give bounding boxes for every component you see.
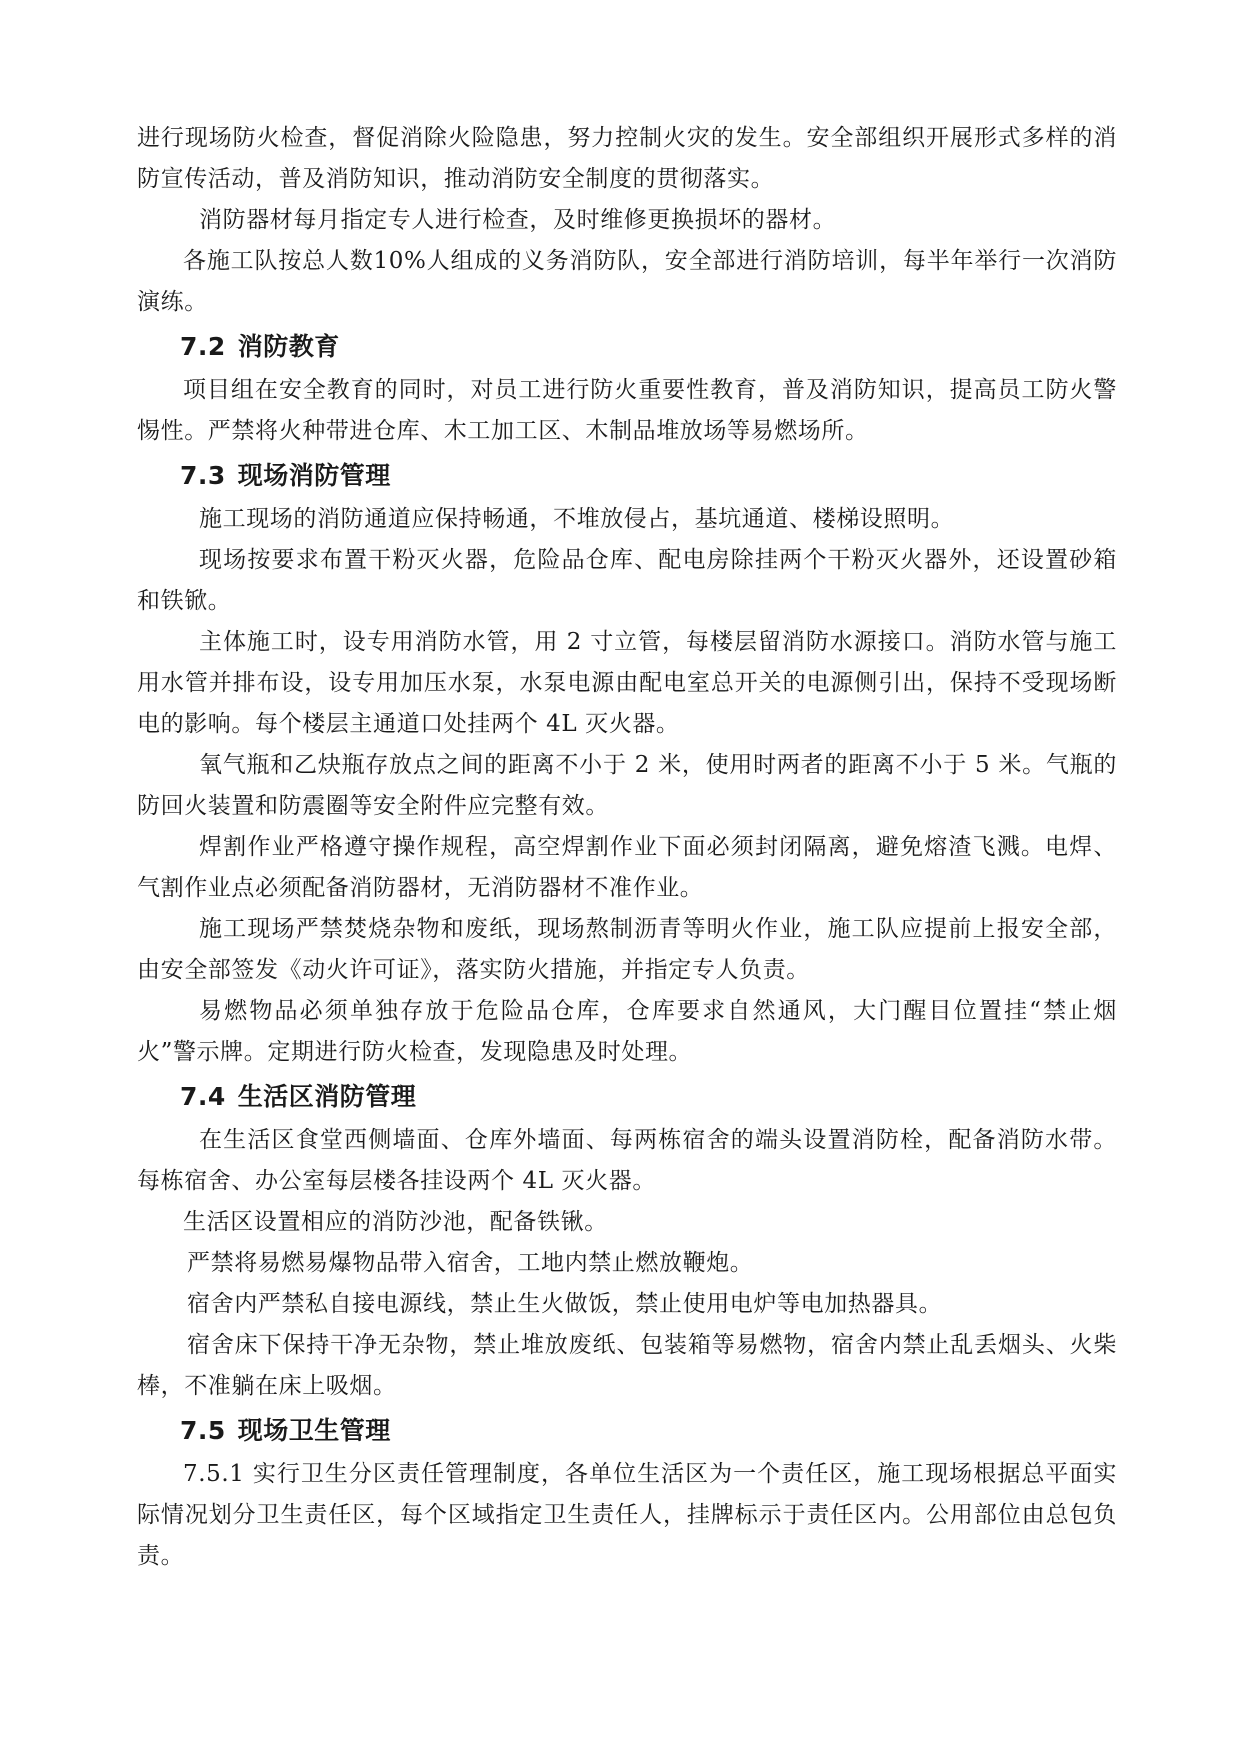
paragraph: 主体施工时，设专用消防水管，用 2 寸立管，每楼层留消防水源接口。消防水管与施工用水管并排布设，设专用加压水泵，水泵电源由配电室总开关的电源侧引出，保持不受现场断电的影响。每个楼层主通道口处挂两个 4L 灭火器。 bbox=[137, 629, 1117, 737]
paragraph: 现场按要求布置干粉灭火器，危险品仓库、配电房除挂两个干粉灭火器外，还设置砂箱和铁锨。 bbox=[137, 547, 1117, 614]
paragraph: 各施工队按总人数10%人组成的义务消防队，安全部进行消防培训，每半年举行一次消防演练。 bbox=[137, 248, 1117, 315]
paragraph: 宿舍床下保持干净无杂物，禁止堆放废纸、包装箱等易燃物，宿舍内禁止乱丢烟头、火柴棒，不准躺在床上吸烟。 bbox=[137, 1332, 1117, 1399]
paragraph: 宿舍内严禁私自接电源线，禁止生火做饭，禁止使用电炉等电加热器具。 bbox=[187, 1291, 943, 1317]
section-heading-7-5 bbox=[137, 1407, 1117, 1454]
section-title: 生活区消防管理 bbox=[237, 1082, 417, 1111]
paragraph: 严禁将易燃易爆物品带入宿舍，工地内禁止燃放鞭炮。 bbox=[187, 1250, 754, 1276]
section-title: 现场消防管理 bbox=[237, 461, 391, 490]
paragraph: 氧气瓶和乙炔瓶存放点之间的距离不小于 2 米，使用时两者的距离不小于 5 米。气瓶的防回火装置和防震圈等安全附件应完整有效。 bbox=[137, 752, 1117, 819]
section-number: 7.4 bbox=[180, 1082, 226, 1111]
section-heading-7-4 bbox=[137, 1073, 1117, 1120]
section-number: 7.2 bbox=[180, 332, 226, 361]
paragraph: 7.5.1 实行卫生分区责任管理制度，各单位生活区为一个责任区，施工现场根据总平面实际情况划分卫生责任区，每个区域指定卫生责任人，挂牌标示于责任区内。公用部位由总包负责。 bbox=[137, 1461, 1117, 1569]
section-number: 7.5 bbox=[180, 1416, 226, 1445]
paragraph: 项目组在安全教育的同时，对员工进行防火重要性教育，普及消防知识，提高员工防火警惕性。严禁将火种带进仓库、木工加工区、木制品堆放场等易燃场所。 bbox=[137, 377, 1117, 444]
section-title: 现场卫生管理 bbox=[237, 1416, 391, 1445]
section-number: 7.3 bbox=[180, 461, 226, 490]
paragraph: 消防器材每月指定专人进行检查，及时维修更换损坏的器材。 bbox=[199, 207, 837, 233]
paragraph: 施工现场的消防通道应保持畅通，不堆放侵占，基坑通道、楼梯设照明。 bbox=[199, 506, 955, 532]
page-content bbox=[137, 118, 1117, 1577]
paragraph: 在生活区食堂西侧墙面、仓库外墙面、每两栋宿舍的端头设置消防栓，配备消防水带。每栋宿舍、办公室每层楼各挂设两个 4L 灭火器。 bbox=[137, 1127, 1117, 1194]
paragraph: 易燃物品必须单独存放于危险品仓库，仓库要求自然通风，大门醒目位置挂“禁止烟火”警示牌。定期进行防火检查，发现隐患及时处理。 bbox=[137, 998, 1117, 1065]
section-heading-7-3 bbox=[137, 452, 1117, 499]
paragraph: 进行现场防火检查，督促消除火险隐患，努力控制火灾的发生。安全部组织开展形式多样的消防宣传活动，普及消防知识，推动消防安全制度的贯彻落实。 bbox=[137, 125, 1117, 192]
paragraph: 焊割作业严格遵守操作规程，高空焊割作业下面必须封闭隔离，避免熔渣飞溅。电焊、气割作业点必须配备消防器材，无消防器材不准作业。 bbox=[137, 834, 1117, 901]
paragraph: 施工现场严禁焚烧杂物和废纸，现场熬制沥青等明火作业，施工队应提前上报安全部，由安全部签发《动火许可证》，落实防火措施，并指定专人负责。 bbox=[137, 916, 1117, 983]
section-title: 消防教育 bbox=[237, 332, 340, 361]
section-heading-7-2 bbox=[137, 323, 1117, 370]
paragraph: 生活区设置相应的消防沙池，配备铁锹。 bbox=[183, 1209, 608, 1235]
